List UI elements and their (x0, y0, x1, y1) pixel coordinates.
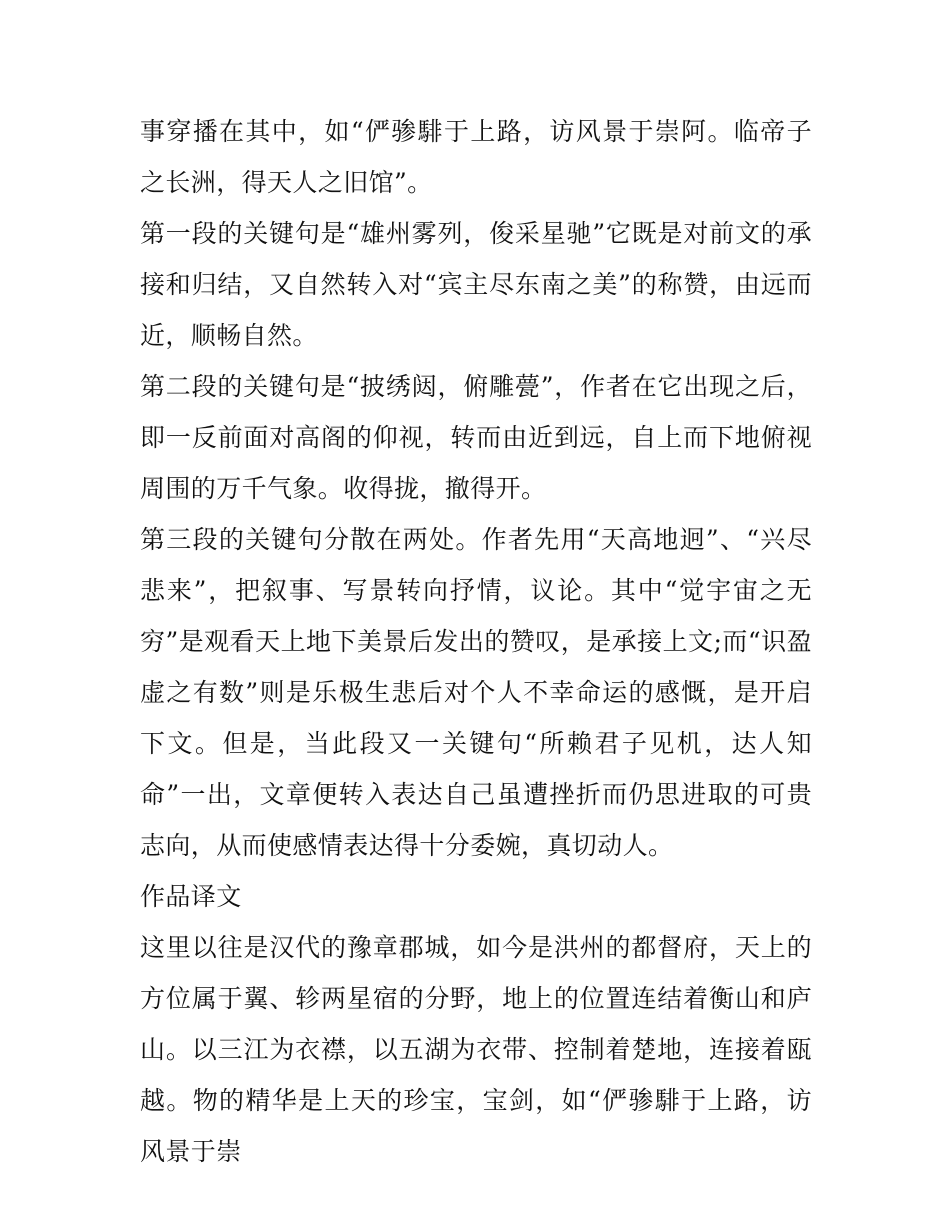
document-page (140, 106, 812, 1177)
section-heading: 作品译文 (140, 882, 242, 911)
paragraph-translation: 这里以往是汉代的豫章郡城，如今是洪州的都督府，天上的方位属于翼、轸两星宿的分野，地上的位置连结着衡山和庐山。以三江为衣襟，以五湖为衣带、控制着楚地，连接着瓯越。物的精华是上天的珍宝，宝剑，如“俨骖騑于上路，访风景于崇 (140, 933, 812, 1166)
paragraph-third-section: 第三段的关键句分散在两处。作者先用“天高地迥”、“兴尽悲来”，把叙事、写景转向抒情，议论。其中“觉宇宙之无穷”是观看天上地下美景后发出的赞叹，是承接上文;而“识盈虚之有数”则是乐极生悲后对个人不幸命运的感慨，是开启下文。但是，当此段又一关键句“所赖君子见机，达人知命”一出，文章便转入表达自己虽遭挫折而仍思进取的可贵志向，从而使感情表达得十分委婉，真切动人。 (140, 525, 812, 860)
paragraph-intro: 事穿播在其中，如“俨骖騑于上路，访风景于崇阿。临帝子之长洲，得天人之旧馆”。 (140, 117, 812, 197)
paragraph-second-section: 第二段的关键句是“披绣闼，俯雕甍”，作者在它出现之后，即一反前面对高阁的仰视，转而由近到远，自上而下地俯视周围的万千气象。收得拢，撤得开。 (140, 372, 812, 503)
paragraph-first-section: 第一段的关键句是“雄州雾列，俊采星驰”它既是对前文的承接和归结，又自然转入对“宾主尽东南之美”的称赞，由远而近，顺畅自然。 (140, 219, 812, 350)
